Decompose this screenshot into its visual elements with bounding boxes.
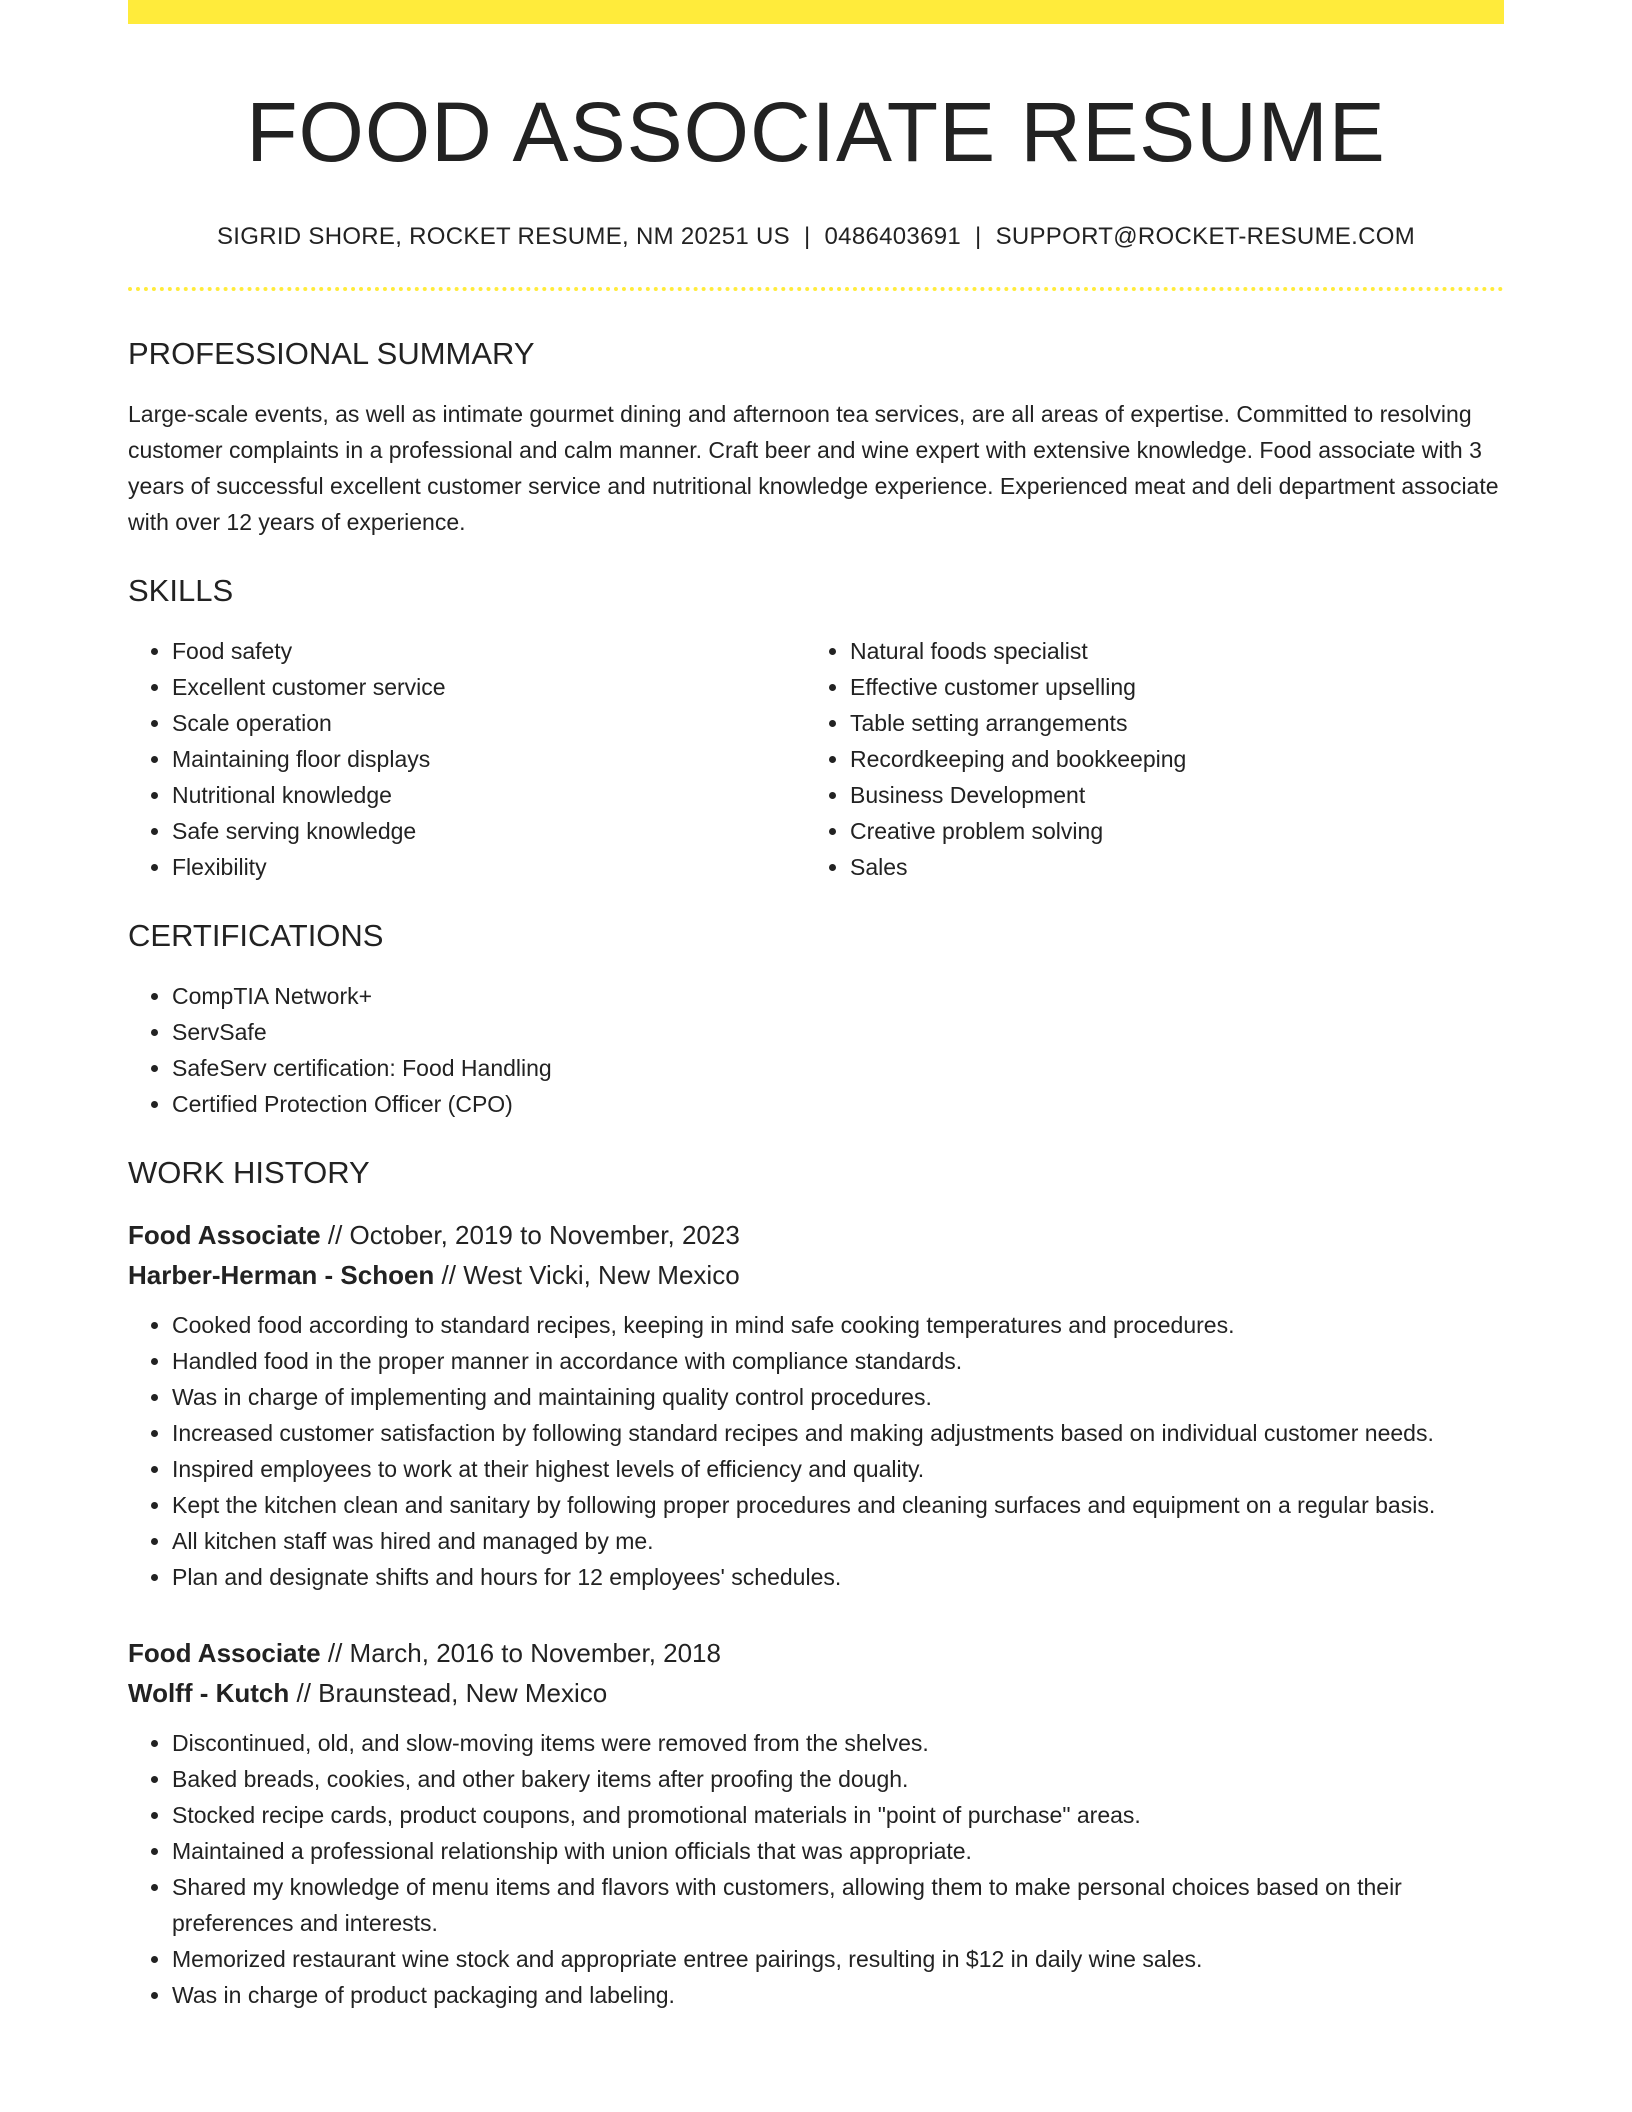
job-company-line [128,1255,1504,1295]
job-location: // West Vicki, New Mexico [434,1260,740,1291]
job-company: Wolff - Kutch [128,1678,290,1709]
duty-item: • Baked breads, cookies, and other bakery items after proofing the dough. [172,1761,1504,1797]
contact-separator: | [975,222,982,250]
dotted-divider [128,287,1504,291]
job-duties-list [128,1725,1504,2013]
skill-item: • Nutritional knowledge [172,777,806,813]
duty-item: • Kept the kitchen clean and sanitary by following proper procedures and cleaning surfaces and equipment on a regular basis. [172,1487,1504,1523]
job-dates: // October, 2019 to November, 2023 [320,1220,740,1251]
duty-item: • Was in charge of implementing and maintaining quality control procedures. [172,1379,1504,1415]
skills-column-left [128,633,806,885]
certification-item: • CompTIA Network+ [172,978,1504,1014]
duty-item: • Stocked recipe cards, product coupons, and promotional materials in "point of purchase" areas. [172,1797,1504,1833]
certification-item: • Certified Protection Officer (CPO) [172,1086,1504,1122]
skill-item: • Flexibility [172,849,806,885]
certifications-heading: CERTIFICATIONS [128,917,384,953]
summary-heading: PROFESSIONAL SUMMARY [128,335,535,371]
duty-item: • Discontinued, old, and slow-moving items were removed from the shelves. [172,1725,1504,1761]
accent-top-bar [128,0,1504,24]
skill-item: • Excellent customer service [172,669,806,705]
summary-text: Large-scale events, as well as intimate gourmet dining and afternoon tea services, are all areas of expertise. Committed to resolving customer complaints in a professional and calm manner. Craft beer and wine expert with extensive knowledge. Food associate with 3 years of successful excellent customer service and nutritional knowledge experience. Experienced meat and deli department associate with over 12 years of experience. [128,400,1499,535]
skill-item: • Effective customer upselling [850,669,1484,705]
skill-item: • Recordkeeping and bookkeeping [850,741,1484,777]
skill-item: • Natural foods specialist [850,633,1484,669]
job-role: Food Associate [128,1220,321,1251]
duty-item: • Cooked food according to standard recipes, keeping in mind safe cooking temperatures and procedures. [172,1307,1504,1343]
contact-address: SIGRID SHORE, ROCKET RESUME, NM 20251 US [216,222,790,250]
skills-heading: SKILLS [128,572,234,608]
job-dates: // March, 2016 to November, 2018 [320,1638,721,1669]
contact-phone: 0486403691 [824,222,962,250]
duty-item: • Plan and designate shifts and hours for 12 employees' schedules. [172,1559,1504,1595]
duty-item: • Was in charge of product packaging and labeling. [172,1977,1504,2013]
certification-item: • ServSafe [172,1014,1504,1050]
skill-item: • Maintaining floor displays [172,741,806,777]
skills-list-right [806,633,1484,885]
skill-item: • Sales [850,849,1484,885]
job-entry [128,1215,1504,1595]
work-history-heading: WORK HISTORY [128,1155,370,1191]
duty-item: • Memorized restaurant wine stock and appropriate entree pairings, resulting in $12 in daily wine sales. [172,1941,1504,1977]
job-company-line [128,1673,1504,1713]
resume-title: FOOD ASSOCIATE RESUME [246,85,1386,179]
skill-item: • Table setting arrangements [850,705,1484,741]
duty-item: • Maintained a professional relationship with union officials that was appropriate. [172,1833,1504,1869]
duty-item: • Inspired employees to work at their highest levels of efficiency and quality. [172,1451,1504,1487]
certifications-list [128,978,1504,1122]
duty-item: • Shared my knowledge of menu items and flavors with customers, allowing them to make personal choices based on their preferences and interests. [172,1869,1504,1941]
job-role-line [128,1215,1504,1255]
contact-email: SUPPORT@ROCKET-RESUME.COM [995,222,1416,250]
skill-item: • Creative problem solving [850,813,1484,849]
duty-item: • All kitchen staff was hired and managed by me. [172,1523,1504,1559]
job-location: // Braunstead, New Mexico [289,1678,608,1709]
skill-item: • Scale operation [172,705,806,741]
certification-item: • SafeServ certification: Food Handling [172,1050,1504,1086]
skills-column-right [806,633,1484,885]
duty-item: • Handled food in the proper manner in accordance with compliance standards. [172,1343,1504,1379]
job-company: Harber-Herman - Schoen [128,1260,435,1291]
resume-page [128,0,1504,2013]
skill-item: • Safe serving knowledge [172,813,806,849]
job-role: Food Associate [128,1638,321,1669]
job-role-line [128,1633,1504,1673]
skills-grid [128,633,1504,885]
contact-separator: | [803,222,811,250]
skill-item: • Business Development [850,777,1484,813]
job-duties-list [128,1307,1504,1595]
skills-list-left [128,633,806,885]
skill-item: • Food safety [172,633,806,669]
job-entry [128,1633,1504,2013]
contact-line [128,223,1504,251]
duty-item: • Increased customer satisfaction by following standard recipes and making adjustments based on individual customer needs. [172,1415,1504,1451]
